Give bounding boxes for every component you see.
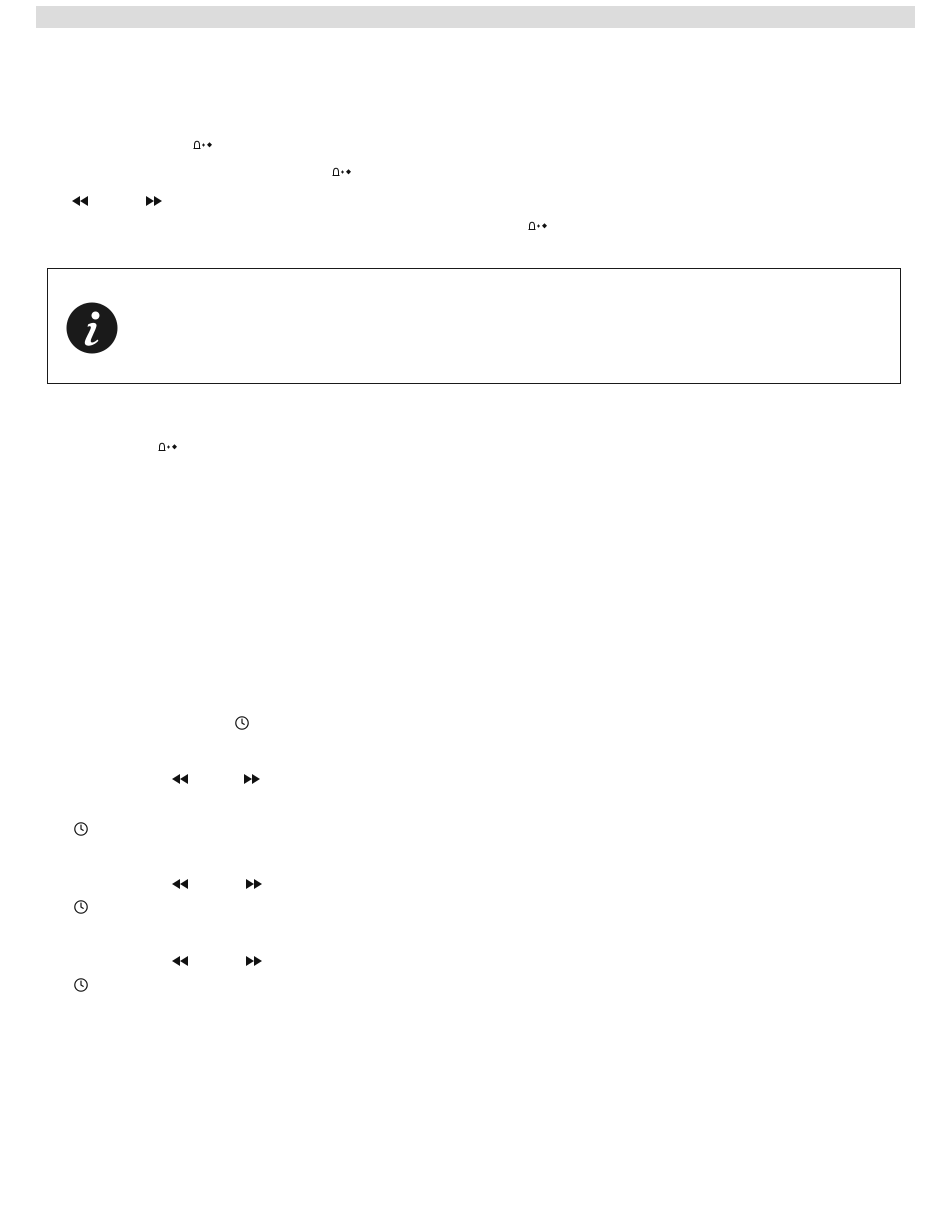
clock-icon [74, 978, 88, 992]
header-bar [36, 6, 915, 28]
alarm-set-icon [526, 221, 550, 231]
alarm-set-icon [156, 442, 180, 452]
clock-icon [74, 900, 88, 914]
rewind-icon [172, 774, 188, 784]
clock-icon [235, 716, 249, 730]
rewind-icon [172, 879, 188, 889]
fast-forward-icon [146, 196, 162, 206]
info-notice-box [47, 268, 901, 384]
clock-icon [74, 822, 88, 836]
alarm-set-icon [330, 167, 354, 177]
alarm-set-icon [191, 140, 215, 150]
rewind-icon [172, 956, 188, 966]
rewind-icon [72, 196, 88, 206]
info-icon [66, 302, 118, 354]
fast-forward-icon [246, 879, 262, 889]
fast-forward-icon [244, 774, 260, 784]
fast-forward-icon [246, 956, 262, 966]
